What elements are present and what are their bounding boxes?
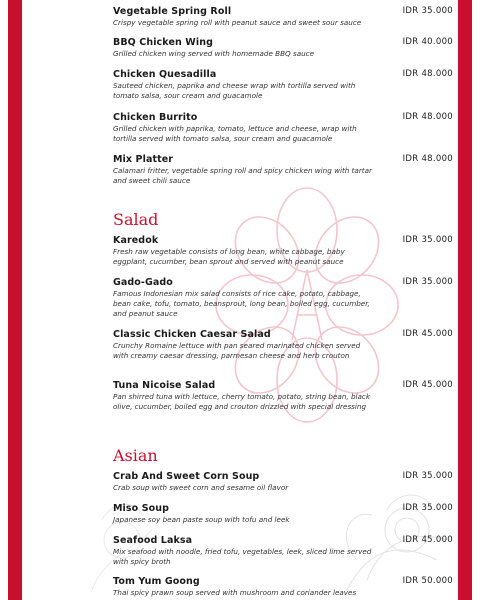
item-price: IDR 35.000 bbox=[402, 277, 453, 287]
item-price: IDR 35.000 bbox=[402, 471, 453, 481]
item-name: Gado-Gado bbox=[113, 277, 173, 288]
right-border-bar bbox=[458, 0, 472, 600]
item-name: Chicken Quesadilla bbox=[113, 69, 217, 80]
item-description: Crunchy Romaine lettuce with pan seared marinated chicken served with creamy caesar dressing, parmesan cheese and herb crouton bbox=[113, 341, 361, 360]
menu-item bbox=[113, 235, 453, 267]
section-title-salad: Salad bbox=[113, 210, 159, 229]
item-name: Miso Soup bbox=[113, 503, 170, 514]
item-description: Calamari fritter, vegetable spring roll and spicy chicken wing with tartar and sweet chili sauce bbox=[113, 166, 372, 185]
page-margin-left bbox=[0, 0, 8, 600]
item-price: IDR 48.000 bbox=[402, 69, 453, 79]
item-price: IDR 48.000 bbox=[402, 112, 453, 122]
item-price: IDR 40.000 bbox=[402, 37, 453, 47]
item-description: Famous Indonesian mix salad consists of rice cake, potato, cabbage, bean cake, tofu, tomato, beansprout, long bean, boiled egg, cucumber, and peanut sauce bbox=[113, 289, 370, 318]
item-description: Mix seafood with noodle, fried tofu, vegetables, leek, sliced lime served with spicy broth bbox=[113, 547, 372, 566]
menu-page bbox=[22, 0, 458, 600]
item-price: IDR 45.000 bbox=[402, 380, 453, 390]
item-price: IDR 48.000 bbox=[402, 154, 453, 164]
item-description: Fresh raw vegetable consists of long bean, white cabbage, baby eggplant, cucumber, bean sprout and served with peanut sauce bbox=[113, 247, 345, 266]
item-description: Japanese soy bean paste soup with tofu and leek bbox=[113, 515, 290, 524]
item-name: Karedok bbox=[113, 235, 159, 246]
item-price: IDR 35.000 bbox=[402, 6, 453, 16]
item-name: Classic Chicken Caesar Salad bbox=[113, 329, 271, 340]
menu-item bbox=[113, 535, 453, 567]
menu-item bbox=[113, 6, 453, 28]
item-description: Grilled chicken with paprika, tomato, lettuce and cheese, wrap with tortilla served with tomato salsa, sour cream and guacamole bbox=[113, 124, 357, 143]
menu-item bbox=[113, 154, 453, 186]
menu-item bbox=[113, 471, 453, 493]
item-name: Seafood Laksa bbox=[113, 535, 193, 546]
item-description: Grilled chicken wing served with homemade BBQ sauce bbox=[113, 49, 315, 58]
left-border-bar bbox=[8, 0, 22, 600]
menu-item bbox=[113, 112, 453, 144]
item-name: Mix Platter bbox=[113, 154, 174, 165]
item-price: IDR 35.000 bbox=[402, 235, 453, 245]
section-title-asian: Asian bbox=[113, 446, 158, 465]
menu-item bbox=[113, 329, 453, 361]
menu-item bbox=[113, 69, 453, 101]
item-name: Vegetable Spring Roll bbox=[113, 6, 232, 17]
menu-item bbox=[113, 503, 453, 525]
menu-item bbox=[113, 576, 453, 598]
item-description: Thai spicy prawn soup served with mushroom and coriander leaves bbox=[113, 588, 357, 597]
item-name: BBQ Chicken Wing bbox=[113, 37, 213, 48]
item-description: Crispy vegetable spring roll with peanut sauce and sweet sour sauce bbox=[113, 18, 362, 27]
item-price: IDR 45.000 bbox=[402, 329, 453, 339]
item-price: IDR 35.000 bbox=[402, 503, 453, 513]
menu-item bbox=[113, 380, 453, 412]
menu-item bbox=[113, 37, 453, 59]
item-name: Tom Yum Goong bbox=[113, 576, 200, 587]
item-price: IDR 50.000 bbox=[402, 576, 453, 586]
item-name: Tuna Nicoise Salad bbox=[113, 380, 216, 391]
menu-item bbox=[113, 277, 453, 319]
item-name: Chicken Burrito bbox=[113, 112, 198, 123]
item-name: Crab And Sweet Corn Soup bbox=[113, 471, 260, 482]
item-price: IDR 45.000 bbox=[402, 535, 453, 545]
item-description: Crab soup with sweet corn and sesame oil flavor bbox=[113, 483, 289, 492]
item-description: Pan shirred tuna with lettuce, cherry tomato, potato, string bean, black olive, cucumber, boiled egg and crouton drizzled with special dressing bbox=[113, 392, 371, 411]
item-description: Sauteed chicken, paprika and cheese wrap with tortilla served with tomato salsa, sour cream and guacamole bbox=[113, 81, 356, 100]
